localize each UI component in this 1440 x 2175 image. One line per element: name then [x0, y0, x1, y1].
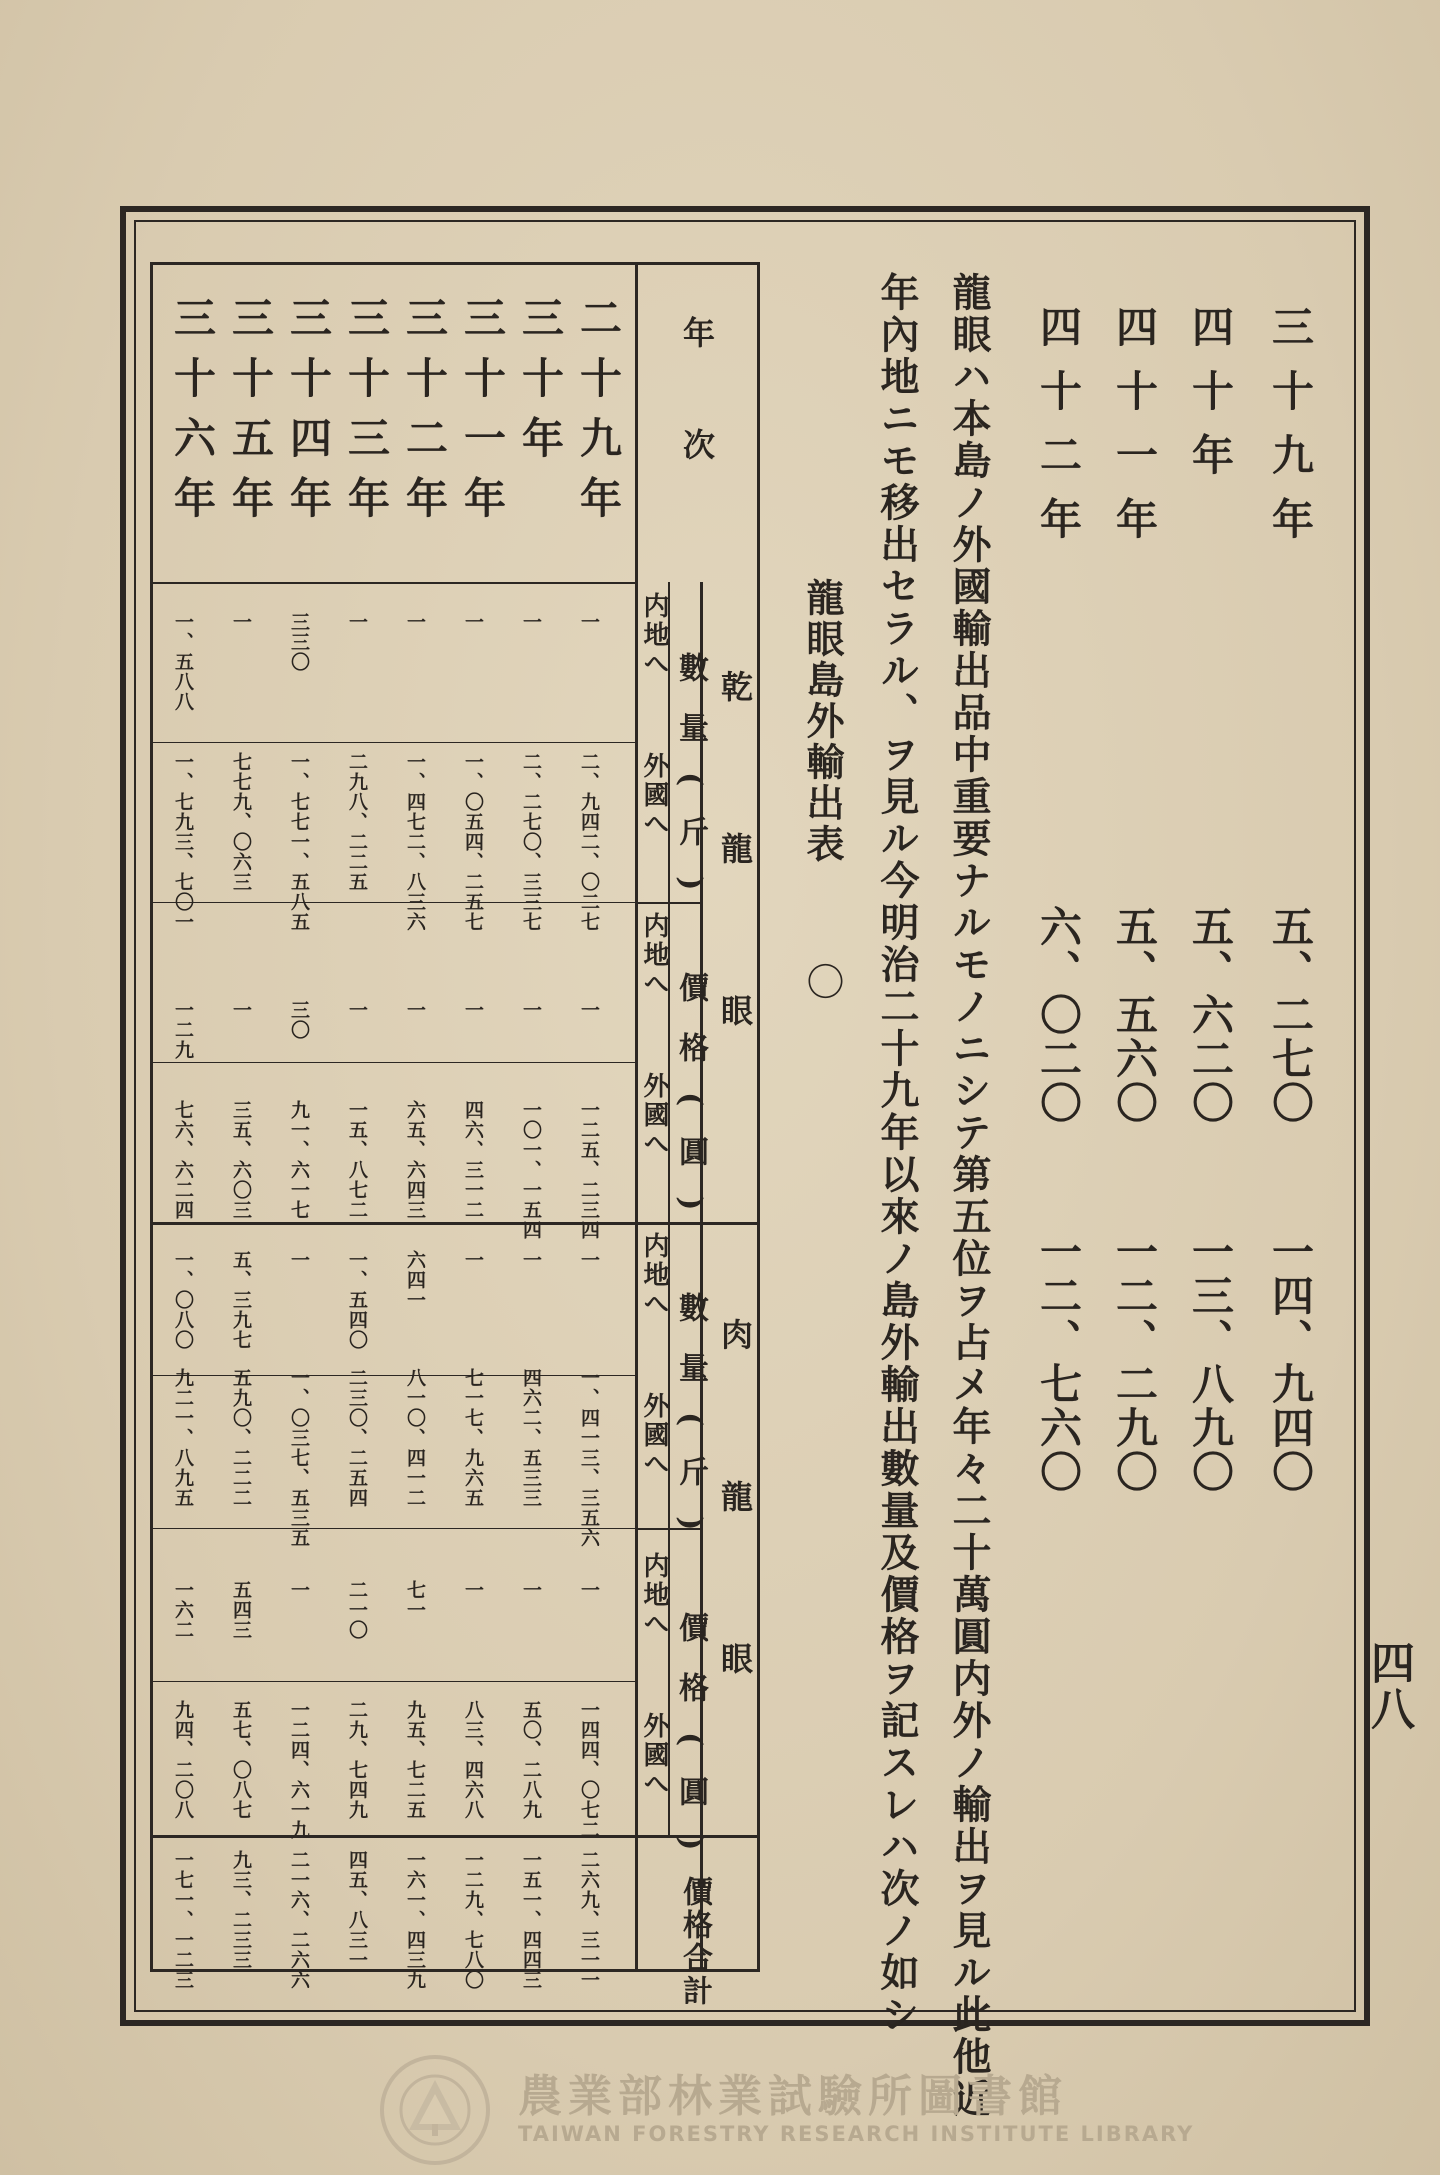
table-cell-fq_in: 一 [578, 1250, 600, 1270]
table-cell-dp_in: 一 [346, 1000, 368, 1020]
column-divider [150, 1528, 635, 1529]
table-cell-total: 一六一、四三九 [404, 1850, 426, 1990]
table-cell-fq_in: 五、三九七 [230, 1250, 252, 1350]
table-cell-dp_out: 一二五、二三四 [578, 1100, 600, 1240]
table-cell-fq_out: 八一〇、四一二 [404, 1368, 426, 1508]
table-cell-fq_in: 一、〇八〇 [172, 1250, 194, 1350]
paragraph-line-1: 龍眼ハ本島ノ外國輸出品中重要ナルモノニシテ第五位ヲ占メ年々二十萬圓内外ノ輸出ヲ見ル此他近 [946, 272, 992, 2120]
table-cell-dq_in: 三三〇 [288, 612, 310, 672]
summary-quantity: 五、六二〇 [1186, 905, 1235, 1125]
table-cell-dp_out: 九一、六一七 [288, 1100, 310, 1220]
summary-quantity: 五、二七〇 [1266, 905, 1315, 1125]
summary-quantity: 五、五六〇 [1110, 905, 1159, 1125]
table-cell-dp_in: 一 [520, 1000, 542, 1020]
summary-year: 四十一年 [1110, 305, 1159, 561]
table-cell-fp_out: 五〇、二八九 [520, 1700, 542, 1820]
year-header: 年次 [678, 316, 716, 540]
summary-price: 一二、七六〇 [1034, 1230, 1083, 1494]
table-cell-dq_in: 一 [462, 612, 484, 632]
table-cell-dp_out: 六五、六四三 [404, 1100, 426, 1220]
year-row-divider [150, 582, 635, 584]
table-cell-dq_in: 一、五八八 [172, 612, 194, 712]
column-divider [150, 1222, 635, 1223]
dried-to-foreign-header: 外國へ [639, 752, 669, 839]
table-cell-dq_out: 一、四七二、八三六 [404, 752, 426, 932]
table-cell-fq_out: 五九〇、二二二 [230, 1368, 252, 1508]
table-cell-dp_out: 四六、三一二 [462, 1100, 484, 1220]
total-price-header: 價格合計 [677, 1876, 712, 2008]
summary-quantity: 六、〇二〇 [1034, 905, 1083, 1125]
table-cell-fp_out: 九五、七二五 [404, 1700, 426, 1820]
table-cell-fp_out: 九四、二〇八 [172, 1700, 194, 1820]
table-cell-fq_out: 一、〇三七、五三五 [288, 1368, 310, 1548]
summary-year: 四十年 [1186, 305, 1235, 497]
table-year: 三十四年 [284, 296, 333, 536]
tree-emblem-icon [395, 2070, 475, 2150]
table-cell-dq_in: 一 [578, 612, 600, 632]
table-cell-dp_in: 一 [578, 1000, 600, 1020]
table-cell-total: 四五、八三一 [346, 1850, 368, 1970]
dried-to-inland-header: 内地へ [639, 592, 669, 679]
flesh-longan-header: 肉龍眼 [716, 1318, 754, 1804]
dried-to-inland-header: 内地へ [639, 912, 669, 999]
table-year: 三十五年 [226, 296, 275, 536]
table-cell-fp_in: 一 [520, 1580, 542, 1600]
table-cell-dq_out: 七七九、〇六三 [230, 752, 252, 892]
table-cell-fp_out: 一四四、〇七二 [578, 1700, 600, 1840]
table-cell-fp_in: 一六二 [172, 1580, 194, 1640]
summary-price: 一三、八九〇 [1186, 1230, 1235, 1494]
table-year: 三十六年 [168, 296, 217, 536]
table-cell-fq_in: 一 [462, 1250, 484, 1270]
table-year: 三十三年 [342, 296, 391, 536]
table-cell-dq_out: 二、二七〇、三三七 [520, 752, 542, 932]
table-cell-fp_in: 二一〇 [346, 1580, 368, 1640]
table-cell-fq_out: 四六二、五三三 [520, 1368, 542, 1508]
table-cell-fp_in: 五四三 [230, 1580, 252, 1640]
summary-year: 三十九年 [1266, 305, 1315, 561]
table-cell-dq_in: 一 [404, 612, 426, 632]
table-cell-fq_out: 九二一、八九五 [172, 1368, 194, 1508]
paragraph-line-2: 年內地ニモ移出セラル、ヲ見ル今明治二十九年以來ノ島外輸出數量及價格ヲ記スレハ次ノ如シ [874, 272, 920, 2036]
table-year: 三十二年 [400, 296, 449, 536]
table-cell-fq_out: 一、四一三、三五六 [578, 1368, 600, 1548]
table-cell-fq_in: 一 [288, 1250, 310, 1270]
dried-price-header: 價格(圓) [673, 972, 708, 1241]
table-cell-dp_out: 一五、八七二 [346, 1100, 368, 1220]
flesh-price-header: 價格(圓) [673, 1612, 708, 1881]
table-cell-total: 一二九、七八〇 [462, 1850, 484, 1990]
table-title: 龍眼島外輸出表 [800, 578, 845, 865]
table-cell-fp_out: 二九、七四九 [346, 1700, 368, 1820]
table-cell-dp_out: 三五、六〇三 [230, 1100, 252, 1220]
table-cell-dp_in: 一 [462, 1000, 484, 1020]
library-name-en: TAIWAN FORESTRY RESEARCH INSTITUTE LIBRARY [518, 2122, 1195, 2146]
table-cell-fp_out: 一二四、六一九 [288, 1700, 310, 1840]
table-cell-dq_out: 一、七九三、七〇一 [172, 752, 194, 932]
summary-year: 四十二年 [1034, 305, 1083, 561]
column-divider [150, 1375, 635, 1376]
flesh-to-foreign-header: 外國へ [639, 1712, 669, 1799]
flesh-to-inland-header: 内地へ [639, 1552, 669, 1639]
table-cell-dq_in: 一 [520, 612, 542, 632]
table-cell-fq_out: 七一七、九六五 [462, 1368, 484, 1508]
table-year: 三十一年 [458, 296, 507, 536]
table-cell-total: 九三、二三三 [230, 1850, 252, 1970]
summary-price: 一二、二九〇 [1110, 1230, 1159, 1494]
dried-to-foreign-header: 外國へ [639, 1072, 669, 1159]
table-cell-total: 二一六、二六六 [288, 1850, 310, 1990]
page-number: 四八 [1363, 1640, 1414, 1732]
flesh-quantity-header: 數量(斤) [673, 1292, 708, 1561]
table-cell-fp_out: 八三、四六八 [462, 1700, 484, 1820]
table-cell-total: 一七一、一二三 [172, 1850, 194, 1990]
table-cell-fq_in: 六四一 [404, 1250, 426, 1310]
flesh-to-inland-header: 内地へ [639, 1232, 669, 1319]
column-divider [150, 1062, 635, 1063]
library-name-zh: 農業部林業試驗所圖書館 [518, 2071, 1068, 2122]
table-cell-dp_out: 一〇一、一五四 [520, 1100, 542, 1240]
table-cell-fq_in: 一 [520, 1250, 542, 1270]
table-cell-dp_in: 一二九 [172, 1000, 194, 1060]
table-cell-dp_in: 三〇 [288, 1000, 310, 1040]
table-cell-dq_in: 一 [230, 612, 252, 632]
table-cell-fp_in: 七一 [404, 1580, 426, 1620]
flesh-to-foreign-header: 外國へ [639, 1392, 669, 1479]
column-divider [150, 742, 635, 743]
column-divider [150, 1681, 635, 1682]
dried-quantity-header: 數量(斤) [673, 652, 708, 921]
library-seal-logo [380, 2055, 490, 2165]
table-title-mark: 〇 [800, 962, 844, 1000]
table-cell-fq_in: 一、五四〇 [346, 1250, 368, 1350]
table-cell-dq_in: 一 [346, 612, 368, 632]
table-cell-total: 二六九、三一一 [578, 1850, 600, 1990]
table-cell-dq_out: 二、九四二、〇二七 [578, 752, 600, 932]
table-year: 三十年 [516, 296, 565, 476]
summary-price: 一四、九四〇 [1266, 1230, 1315, 1494]
table-cell-fp_out: 五七、〇八七 [230, 1700, 252, 1820]
dried-longan-header: 乾龍眼 [716, 670, 754, 1156]
table-cell-dp_in: 一 [404, 1000, 426, 1020]
table-cell-dq_out: 一、七七一、五八五 [288, 752, 310, 932]
column-divider [150, 902, 635, 903]
table-cell-dp_out: 七六、六二四 [172, 1100, 194, 1220]
table-cell-fp_in: 一 [462, 1580, 484, 1600]
table-cell-total: 一五一、四四三 [520, 1850, 542, 1990]
table-cell-dq_out: 二九八、二二五 [346, 752, 368, 892]
table-year: 二十九年 [574, 296, 623, 536]
table-cell-fq_out: 二三〇、二五四 [346, 1368, 368, 1508]
table-cell-dp_in: 一 [230, 1000, 252, 1020]
table-cell-dq_out: 一、〇五四、二五七 [462, 752, 484, 932]
table-cell-fp_in: 一 [288, 1580, 310, 1600]
table-cell-fp_in: 一 [578, 1580, 600, 1600]
